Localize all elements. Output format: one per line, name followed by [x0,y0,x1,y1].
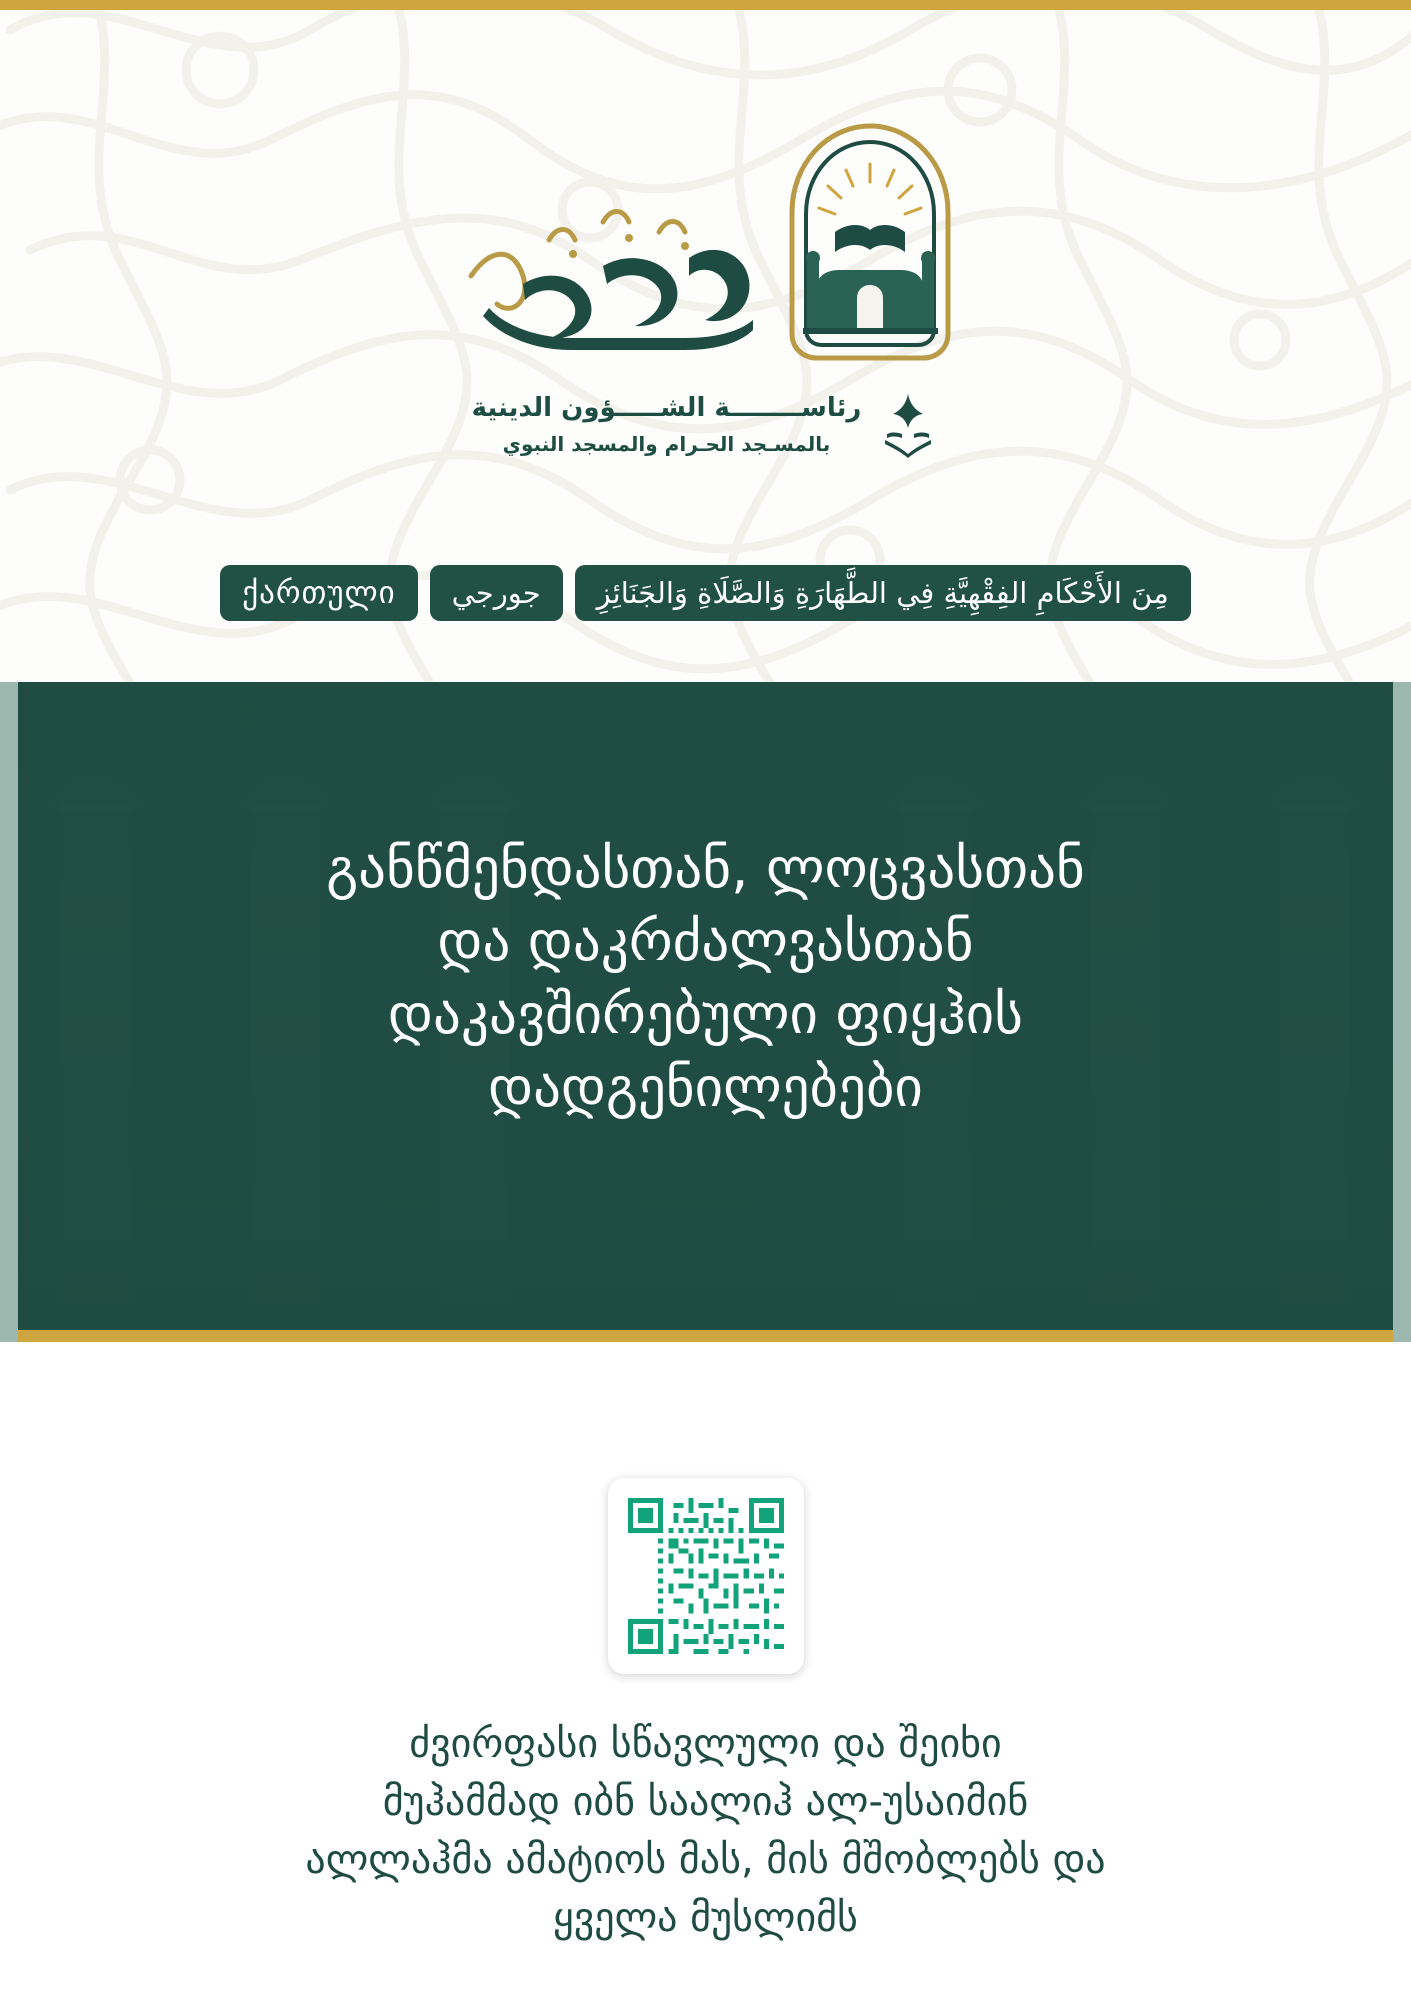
authority-line-1: رئاســــــــة الشـــــؤون الدينية [471,393,862,424]
banner-bottom-rule [0,1330,1411,1342]
document-header [0,0,1411,460]
title-banner [0,682,1411,1342]
pill-language-georgian[interactable]: ქართული [220,565,417,621]
page-title [0,832,1411,1125]
mosque-arch-icon [783,120,958,370]
saudi-emblem-icon [877,388,939,460]
authority-line-2: بالمسـجد الحـرام والمسجد النبوي [502,431,831,456]
banner-left-edge [0,682,18,1342]
page-title-line-4: დადგენილებები [488,1055,923,1120]
footer-line-3: ალლაჰმა ამატიოს მას, მის მშობლებს და [305,1837,1106,1883]
page-title-line-1: განწმენდასთან, ლოცვასთან [326,836,1085,900]
footer-line-4: ყველა მუსლიმს [553,1895,858,1941]
pill-series-title-arabic[interactable]: مِنَ الأَحْكَامِ الفِقْهِيَّةِ فِي الطَّهَارَةِ وَالصَّلَاةِ وَالجَنَائِزِ [575,565,1191,621]
footer-line-2: მუჰამმად იბნ საალიჰ ალ-უსაიმინ [382,1779,1029,1825]
footer-attribution [0,1715,1411,1947]
tag-row [0,565,1411,621]
banner-top-rule [0,0,1411,10]
pill-language-arabic[interactable]: جورجي [430,565,563,621]
page-title-line-3: დაკავშირებული ფიყჰის [388,982,1023,1047]
qr-section [0,1478,1411,1674]
qr-code[interactable] [623,1493,789,1659]
page-title-line-2: და დაკრძალვასთან [437,909,974,974]
footer-line-1: ძვირფასი სწავლული და შეიხი [409,1721,1002,1767]
logo-calligraphy [453,180,773,370]
qr-card [608,1478,804,1674]
authority-name [0,388,1411,460]
banner-right-edge [1393,682,1411,1342]
haramain-logo [0,120,1411,370]
